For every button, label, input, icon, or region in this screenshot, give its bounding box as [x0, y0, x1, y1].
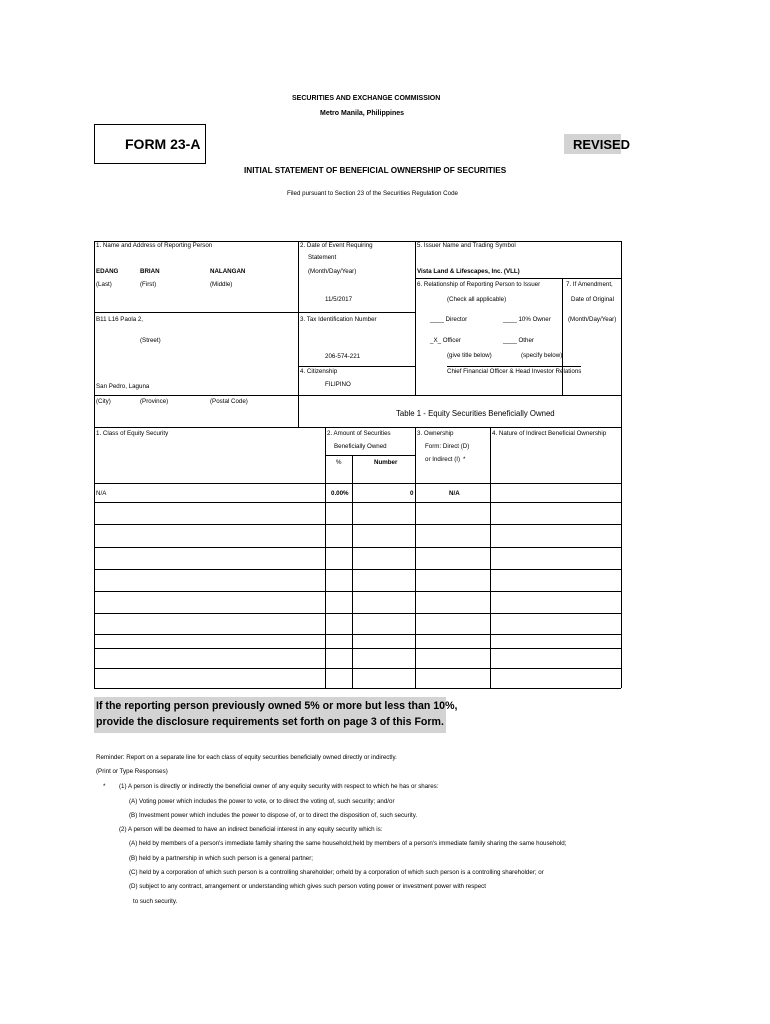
col-amount-header-2: Beneficially Owned	[334, 443, 387, 450]
director-option: ____ Director	[430, 316, 468, 323]
col-ownership-header-3: or Indirect (I)	[425, 456, 461, 463]
last-name-label: (Last)	[96, 281, 112, 288]
tin-value: 206-574-221	[325, 353, 361, 360]
reminder-asterisk: *	[103, 783, 106, 790]
notice-box	[94, 697, 458, 733]
sec2-label-statement: Statement	[308, 254, 337, 261]
col-ownership-header: 3. Ownership	[417, 430, 454, 437]
filed-pursuant: Filed pursuant to Section 23 of the Securities Regulation Code	[287, 190, 458, 197]
issuer-value: Vista Land & Lifescapes, Inc. (VLL)	[417, 268, 520, 275]
col-nature-header: 4. Nature of Indirect Beneficial Ownership	[492, 430, 607, 437]
col-class-header: 1. Class of Equity Security	[96, 430, 169, 437]
reminder-item-2d-cont: to such security.	[133, 898, 178, 905]
notice-line-2: provide the disclosure requirements set forth on page 3 of this Form.	[96, 716, 444, 728]
give-title-note: (give title below)	[447, 352, 492, 359]
reminder-item-1: (1) A person is directly or indirectly the beneficial owner of any equity security with respect to which he has or shares:	[119, 783, 439, 790]
sec7-label-format: (Month/Day/Year)	[568, 316, 617, 323]
reminder-item-1a: (A) Voting power which includes the power to vote, or to direct the voting of, such security; and/or	[129, 798, 395, 805]
col-percent-header: %	[336, 459, 342, 466]
commission-location: Metro Manila, Philippines	[320, 110, 405, 117]
revised-badge	[564, 134, 631, 154]
notice-line-1: If the reporting person previously owned 5% or more but less than 10%,	[96, 700, 458, 712]
sec6-label: 6. Relationship of Reporting Person to Issuer	[417, 281, 541, 288]
specify-note: (specify below)	[521, 352, 563, 359]
sec2-label: 2. Date of Event Requiring	[300, 242, 373, 249]
check-applicable-note: (Check all applicable)	[447, 296, 507, 303]
province-label: (Province)	[140, 398, 169, 405]
revised-label: REVISED	[573, 137, 631, 152]
col-amount-header: 2. Amount of Securities	[327, 430, 391, 437]
event-date-value: 11/5/2017	[325, 296, 353, 303]
sec7-label: 7. If Amendment,	[566, 281, 613, 288]
city-label: (City)	[96, 398, 111, 405]
form-label-box	[94, 124, 206, 164]
sec2-label-format: (Month/Day/Year)	[308, 268, 357, 275]
row1-percent: 0.00%	[331, 490, 349, 497]
row1-form: N/A	[449, 490, 460, 497]
reminder-item-2: (2) A person will be deemed to have an indirect beneficial interest in any equity security which is:	[119, 826, 383, 833]
commission-name: SECURITIES AND EXCHANGE COMMISSION	[292, 95, 441, 102]
citizenship-value: FILIPINO	[325, 381, 351, 388]
other-option: ____ Other	[503, 337, 534, 344]
sec5-label: 5. Issuer Name and Trading Symbol	[417, 242, 516, 249]
middle-name-value: NALANGAN	[210, 268, 246, 275]
street-value: B11 L16 Paola 2,	[96, 316, 144, 323]
first-name-label: (First)	[140, 281, 157, 288]
row1-class: N/A	[96, 490, 107, 497]
row1-number: 0	[410, 490, 414, 497]
first-name-value: BRIAN	[140, 268, 160, 275]
reminder-text: Reminder: Report on a separate line for each class of equity securities beneficially owned directly or indirectly.	[96, 754, 397, 761]
reminder-item-2b: (B) held by a partnership in which such person is a general partner;	[129, 855, 314, 862]
officer-option: _X_ Officer	[430, 337, 461, 344]
sec1-label: 1. Name and Address of Reporting Person	[96, 242, 213, 249]
col-ownership-asterisk: *	[463, 456, 466, 463]
sec3-label: 3. Tax Identification Number	[300, 316, 377, 323]
form-title: INITIAL STATEMENT OF BENEFICIAL OWNERSHIP OF SECURITIES	[244, 166, 507, 175]
col-number-header: Number	[374, 459, 398, 466]
middle-name-label: (Middle)	[210, 281, 233, 288]
officer-title-value: Chief Financial Officer & Head Investor Relations	[447, 368, 582, 375]
city-value: San Pedro, Laguna	[96, 383, 150, 390]
col-ownership-header-2: Form: Direct (D)	[425, 443, 470, 450]
print-type-note: (Print or Type Responses)	[96, 768, 168, 775]
ten-percent-owner-option: ____ 10% Owner	[503, 316, 551, 323]
reminder-item-2d: (D) subject to any contract, arrangement or understanding which gives such person voting power or investment power with respect	[129, 883, 486, 890]
reminder-item-2a: (A) held by members of a person's immediate family sharing the same household;held by members of a person's immediate family sharing the same household;	[129, 840, 567, 847]
sec7-label-original: Date of Original	[571, 296, 614, 303]
postal-code-label: (Postal Code)	[210, 398, 248, 405]
reminder-item-1b: (B) Investment power which includes the power to dispose of, or to direct the disposition of, such security.	[129, 812, 418, 819]
form-label: FORM 23-A	[125, 136, 201, 152]
reminder-item-2c: (C) held by a corporation of which such person is a controlling shareholder; orheld by a corporation of which such person is a controlling shareholder; or	[129, 869, 544, 876]
table1-title: Table 1 - Equity Securities Beneficially Owned	[396, 409, 555, 418]
last-name-value: EDANG	[96, 268, 119, 275]
sec4-label: 4. Citizenship	[300, 368, 338, 375]
street-label: (Street)	[140, 337, 161, 344]
